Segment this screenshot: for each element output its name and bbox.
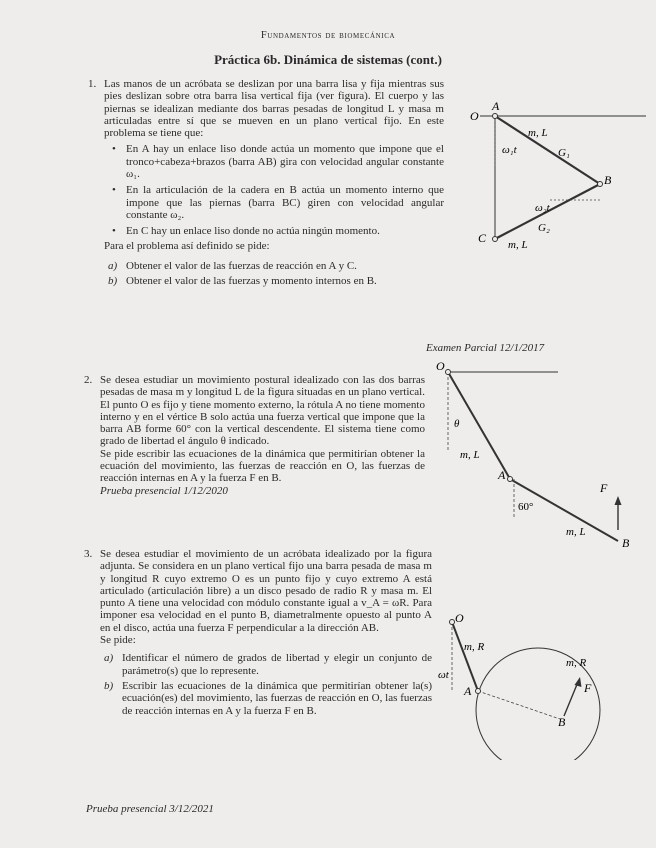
problem-3 [84, 548, 432, 717]
item-text: Obtener el valor de las fuerzas y momento internos en B. [126, 275, 377, 288]
item-label: a) [108, 259, 118, 272]
item-label: b) [108, 275, 118, 288]
figure-2 [428, 352, 654, 554]
problem-1-ask: Para el problema así definido se pide: [104, 239, 270, 252]
label-mass-radius-2: m, R [566, 657, 587, 669]
label-c: C [478, 231, 487, 245]
label-omega-t: ωt [438, 669, 449, 681]
problem-2-request: Se pide escribir las ecuaciones de la dinámica que permitirían obtener la ecuación del movimiento, las fuerzas de reacción en O, las fuerzas de reacción internas en A y la fuerza F en B. [100, 447, 425, 485]
problem-1 [88, 78, 444, 288]
bar-oa [452, 622, 478, 691]
label-mass-length-2: m, L [508, 239, 528, 251]
problem-2-footer: Prueba presencial 1/12/2020 [100, 484, 228, 497]
diameter-ab [478, 691, 560, 719]
item-label: a) [104, 652, 114, 665]
force-arrow-head [615, 496, 622, 505]
figure-3 [430, 604, 635, 760]
problem-1-item-a [104, 260, 444, 272]
problem-1-bullet: • En A hay un enlace liso donde actúa un momento que impone que el tronco+cabeza+brazos (barra AB) gira con velocidad angular constante ω₁. [104, 143, 444, 180]
force-arrow-head [575, 677, 582, 687]
problem-1-item-b [104, 275, 444, 287]
label-o: O [470, 109, 479, 123]
problem-1-number: 1. [88, 78, 97, 90]
item-text: Obtener el valor de las fuerzas de reacción en A y C. [126, 259, 357, 272]
problem-2-number: 2. [84, 374, 93, 386]
label-mass-length-2: m, L [566, 526, 586, 538]
label-mass-length-1: m, L [460, 449, 480, 461]
label-mass-length-1: m, L [528, 127, 548, 139]
figure-1 [450, 96, 650, 256]
problem-3-ask: Se pide: [100, 634, 136, 647]
label-omega1t: ω₁t [502, 144, 517, 156]
label-o: O [436, 359, 445, 373]
label-b: B [604, 173, 612, 187]
joint-a [476, 689, 481, 694]
label-g2: G₂ [538, 222, 550, 234]
label-g1: G₁ [558, 147, 570, 159]
label-a: A [492, 99, 500, 113]
label-f: F [584, 681, 592, 695]
problem-3-statement: Se desea estudiar el movimiento de un acróbata idealizado por la figura adjunta. Se considera en un plano vertical fijo una barra pesada de masa m y longitud R cuyo extremo O es un punto fijo y cuyo extremo A está articulado (articulación libre) a un disco pesado de radio R y masa m. El punto A tiene una velocidad con módulo constante igual a v_A = ωR. Para imponer esa velocidad en el punto B, diametralmente opuesto al punto A en el disco, actúa una fuerza F perpendicular a la dirección AB. [100, 548, 432, 634]
item-label: b) [104, 679, 114, 692]
item-text: Escribir las ecuaciones de la dinámica que permitirían obtener la(s) ecuación(es) del movimiento, las fuerzas de reacción en O, las fuerzas de reacción internas en A y la fuerza F en B. [122, 679, 432, 717]
label-b: B [622, 536, 630, 550]
joint-o [446, 370, 451, 375]
problem-2 [84, 374, 425, 497]
problem-3-item-b [100, 680, 432, 717]
problem-1-bullet: • En C hay un enlace liso donde no actúa ningún momento. [104, 225, 444, 237]
label-angle: 60° [518, 501, 534, 513]
label-a: A [498, 468, 506, 482]
exam-date: Examen Parcial 12/1/2017 [426, 342, 545, 354]
label-a: A [464, 684, 472, 698]
label-mass-radius-1: m, R [464, 641, 485, 653]
problem-3-footer: Prueba presencial 3/12/2021 [86, 803, 214, 815]
practice-title: Práctica 6b. Dinámica de sistemas (cont.) [214, 52, 442, 67]
label-theta: θ [454, 418, 460, 430]
course-header: Fundamentos de biomecánica [260, 30, 396, 41]
label-o: O [455, 611, 464, 625]
item-text: Identificar el número de grados de libertad y elegir un conjunto de parámetro(s) que lo represente. [122, 652, 432, 677]
joint-a [508, 477, 513, 482]
label-f: F [600, 481, 608, 495]
problem-3-item-a [100, 652, 432, 677]
joint-c [493, 237, 498, 242]
force-arrow-shaft [564, 682, 578, 716]
joint-b [598, 182, 603, 187]
problem-1-intro: Las manos de un acróbata se deslizan por una barra lisa y fija mientras sus pies deslizan sobre otra barra lisa vertical fija (ver figura). El cuerpo y las piernas se idealizan mediante dos barras pesadas de longitud L y masa m articuladas entre sí que se mueven en un plano vertical fijo. En este problema se tiene que: [104, 78, 444, 140]
label-b: B [558, 715, 566, 729]
problem-3-number: 3. [84, 548, 93, 560]
joint-a [493, 114, 498, 119]
problem-2-statement: Se desea estudiar un movimiento postural idealizado con las dos barras pesadas de masa m y longitud L de la figura situadas en un plano vertical. El punto O es fijo y tiene momento externo, la rótula A no tiene momento interno y en el vértice B solo actúa una fuerza vertical que impone que la barra AB forme 60° con la vertical descendente. El sistema tiene como grado de libertad el ángulo θ indicado. [100, 374, 425, 448]
joint-o [450, 620, 455, 625]
label-omega2t: ω₂t [535, 202, 550, 214]
problem-1-bullet: • En la articulación de la cadera en B actúa un momento interno que impone que las piernas (barra BC) giren con velocidad angular constante ω₂. [104, 184, 444, 221]
